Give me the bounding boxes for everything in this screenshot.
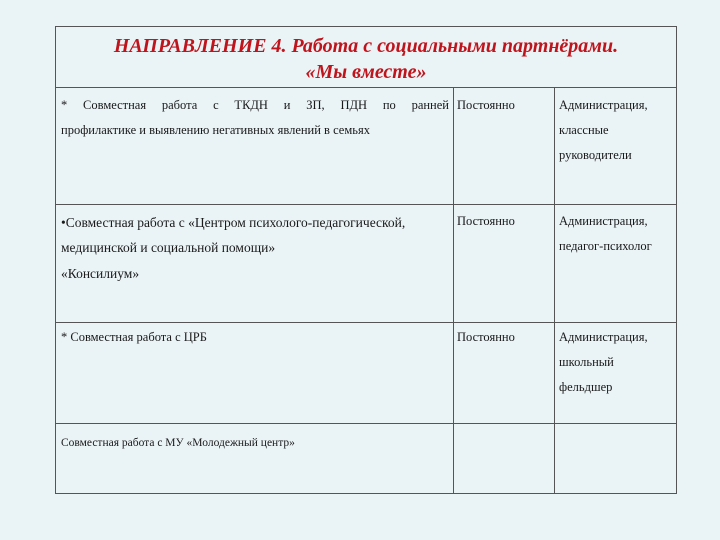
responsible-text: фельдшер [559, 380, 613, 394]
activity-text: профилактике и выявлению негативных явлений в семьях [61, 123, 370, 137]
responsible-text: педагог-психолог [559, 239, 652, 253]
activity-text: «Консилиум» [61, 266, 140, 281]
title-line-1: НАПРАВЛЕНИЕ 4. Работа с социальными партнёрами. [113, 35, 619, 57]
activity-text: •Совместная работа с «Центром психолого-педагогической, [61, 215, 406, 230]
activity-cell [56, 323, 454, 423]
term-text: Постоянно [457, 98, 515, 112]
term-text: Постоянно [457, 214, 515, 228]
responsible-text: Администрация, [559, 214, 648, 228]
term-cell [454, 424, 555, 493]
title-line-2: «Мы вместе» [305, 61, 427, 83]
activity-text: * Совместная работа с ТКДН и ЗП, ПДН по ранней [61, 98, 449, 112]
activity-cell [56, 424, 454, 493]
responsible-text: руководители [559, 148, 632, 162]
term-cell [454, 205, 555, 322]
responsible-cell [555, 88, 676, 204]
table-row [56, 424, 676, 493]
responsible-text: Администрация, [559, 98, 648, 112]
responsible-cell [555, 205, 676, 322]
activity-text: медицинской и социальной помощи» [61, 240, 276, 255]
responsible-text: Администрация, [559, 330, 648, 344]
plan-table [55, 26, 677, 494]
responsible-text: школьный [559, 355, 614, 369]
table-title [56, 27, 676, 88]
activity-text: * Совместная работа с ЦРБ [61, 330, 207, 344]
term-cell [454, 323, 555, 423]
table-row [56, 323, 676, 424]
table-row [56, 88, 676, 205]
activity-cell [56, 205, 454, 322]
responsible-cell [555, 323, 676, 423]
table-row [56, 205, 676, 323]
term-text: Постоянно [457, 330, 515, 344]
activity-cell [56, 88, 454, 204]
term-cell [454, 88, 555, 204]
responsible-text: классные [559, 123, 609, 137]
responsible-cell [555, 424, 676, 493]
activity-text: Совместная работа с МУ «Молодежный центр» [61, 437, 295, 449]
